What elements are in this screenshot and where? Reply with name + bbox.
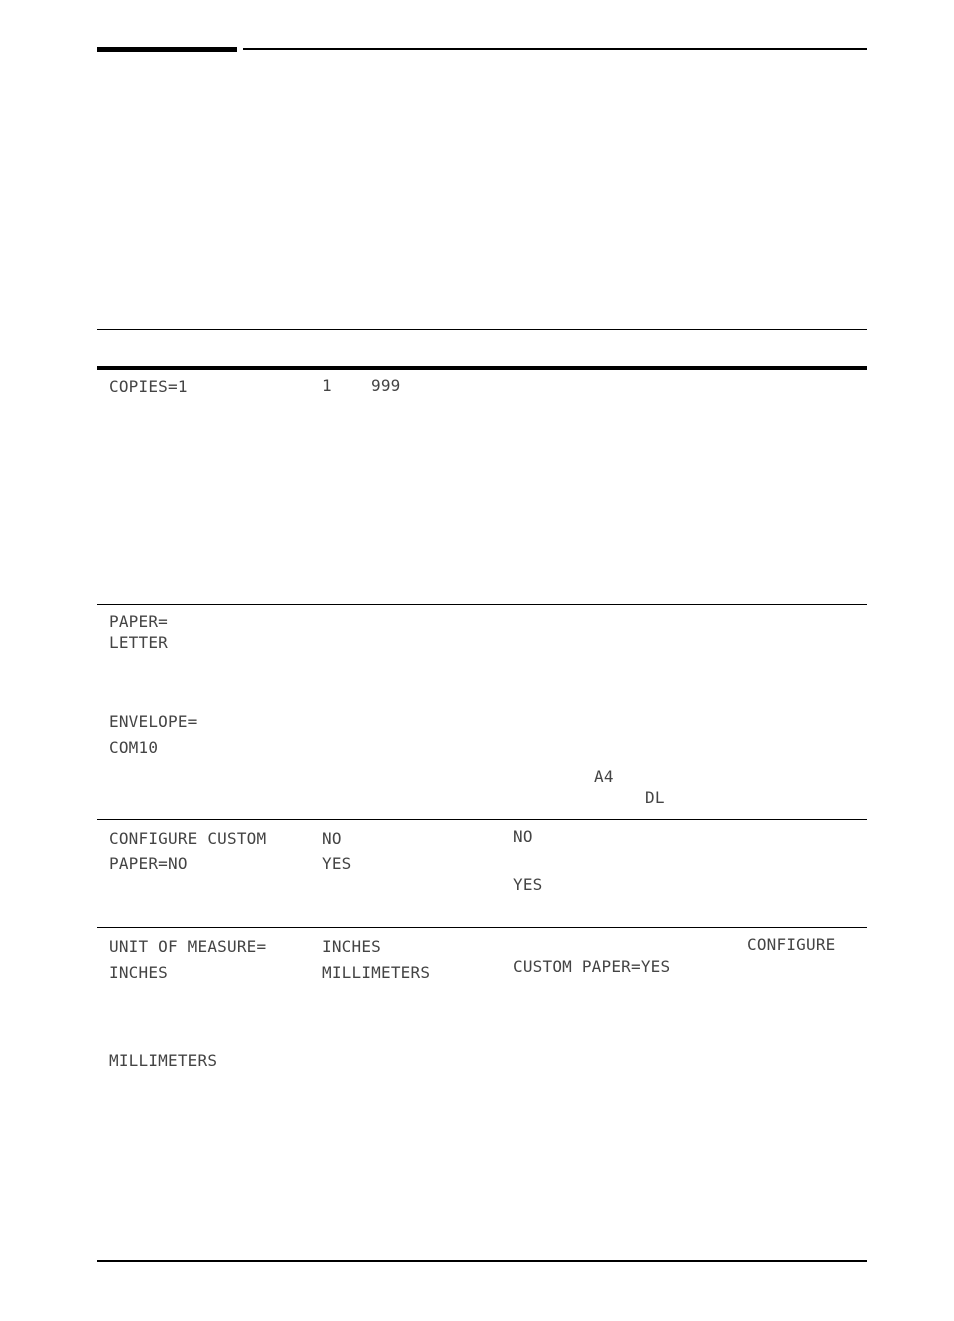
unit-of-measure-value-mm: MILLIMETERS <box>322 963 431 982</box>
header-thin-rule <box>243 48 867 50</box>
envelope-item-line1: ENVELOPE= <box>109 712 198 731</box>
unit-of-measure-item-mm: MILLIMETERS <box>109 1051 218 1070</box>
table-header-bottom-rule <box>97 366 867 370</box>
header-thick-rule <box>97 47 237 52</box>
unit-of-measure-item-line1: UNIT OF MEASURE= <box>109 937 267 956</box>
unit-of-measure-desc-configure: CONFIGURE <box>747 935 836 954</box>
paper-desc-a4: A4 <box>594 767 614 786</box>
configure-custom-desc-yes: YES <box>513 875 543 894</box>
row-divider <box>97 604 867 605</box>
configure-custom-value-no: NO <box>322 829 342 848</box>
copies-range-to: 999 <box>371 376 401 395</box>
row-divider <box>97 819 867 820</box>
configure-custom-item-line2: PAPER=NO <box>109 854 188 873</box>
paper-item-line1: PAPER= <box>109 612 168 631</box>
footer-rule <box>97 1260 867 1262</box>
configure-custom-desc-no: NO <box>513 827 533 846</box>
paper-desc-dl: DL <box>645 788 665 807</box>
paper-item-line2: LETTER <box>109 633 168 652</box>
envelope-item-line2: COM10 <box>109 738 159 757</box>
copies-range-from: 1 <box>322 376 332 395</box>
table-top-rule <box>97 329 867 330</box>
unit-of-measure-item-line2: INCHES <box>109 963 168 982</box>
configure-custom-item-line1: CONFIGURE CUSTOM <box>109 829 267 848</box>
copies-item: COPIES=1 <box>109 377 188 396</box>
unit-of-measure-value-inches: INCHES <box>322 937 381 956</box>
row-divider <box>97 927 867 928</box>
unit-of-measure-desc-custom-paper: CUSTOM PAPER=YES <box>513 957 671 976</box>
configure-custom-value-yes: YES <box>322 854 352 873</box>
